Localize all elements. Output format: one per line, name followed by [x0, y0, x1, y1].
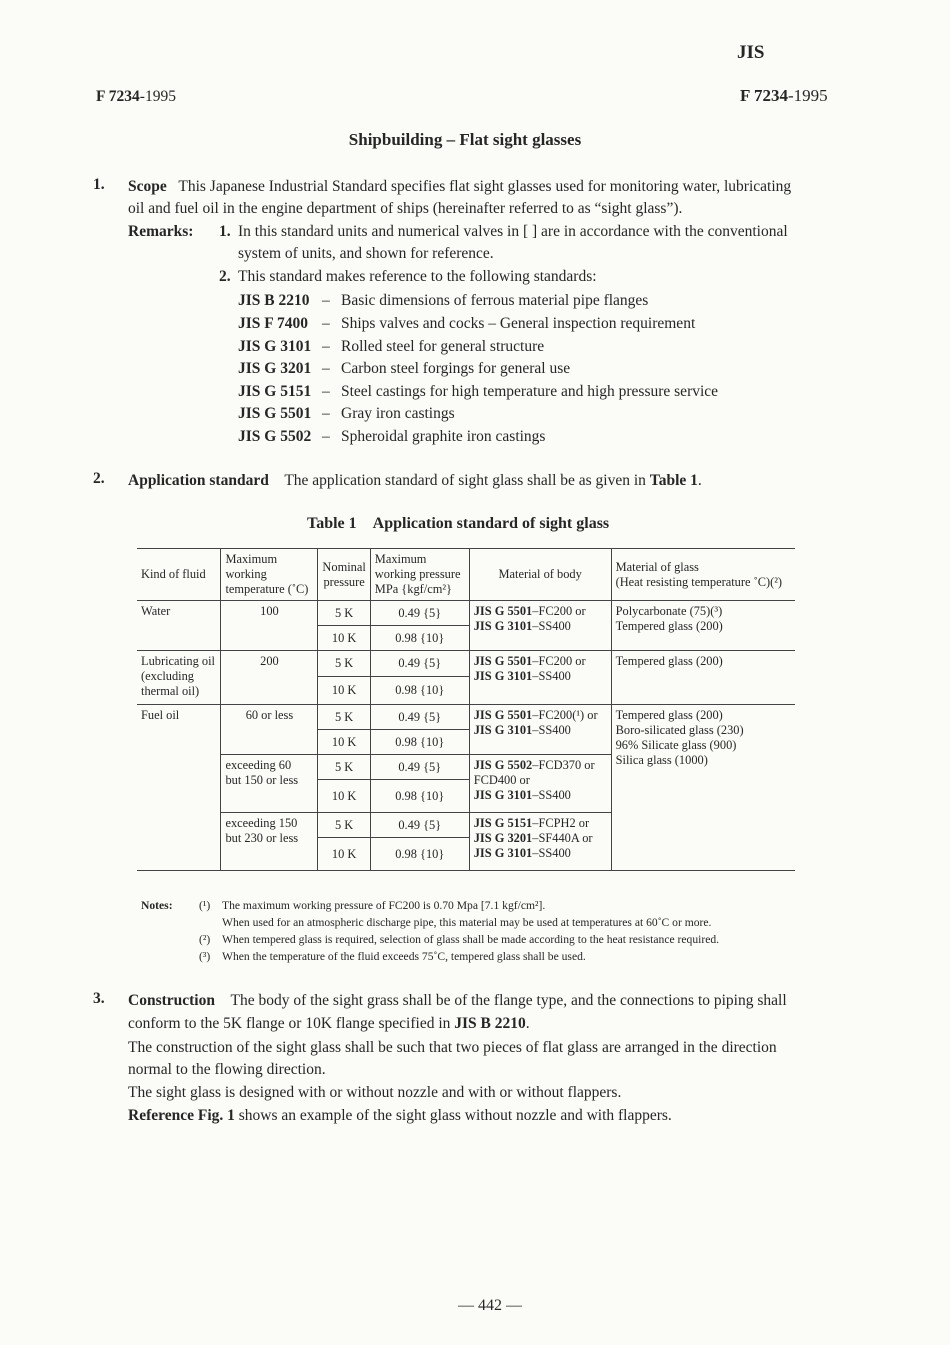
- remark2-number: 2.: [219, 268, 231, 285]
- cell-temp: [221, 813, 318, 871]
- body-grade: –SS400: [532, 723, 571, 737]
- glass-line: 96% Silicate glass (900): [615, 738, 737, 752]
- table-header-row: [137, 549, 795, 601]
- header-max-temp: [221, 549, 318, 601]
- body-grade: –FC200 or: [532, 604, 586, 618]
- section3-line4: normal to the flowing direction.: [128, 1061, 326, 1078]
- cell-fluid-lubricating-oil: [137, 651, 221, 705]
- header-nominal-pressure: [318, 549, 370, 601]
- cell-pressure: 0.98 {10}: [370, 730, 469, 755]
- section2-body: The application standard of sight glass shall be as given in: [284, 472, 646, 489]
- cell-nominal: 5 K: [318, 651, 370, 677]
- remarks-label: Remarks:: [128, 223, 194, 240]
- temp-line: exceeding 150: [225, 816, 298, 830]
- note1-line1: The maximum working pressure of FC200 is 0.70 Mpa [7.1 kgf/cm²].: [222, 899, 546, 912]
- section2-table-ref: Table 1: [649, 472, 698, 489]
- cell-body-material: [469, 705, 611, 755]
- header-left-year: -1995: [139, 88, 176, 105]
- remark1-line1: In this standard units and numerical valves in [ ] are in accordance with the conventional: [238, 223, 788, 240]
- table-row: [137, 705, 795, 730]
- header-glass-line: (Heat resisting temperature ˚C)(²): [615, 574, 783, 589]
- standard-code: JIS G 5501: [238, 405, 312, 422]
- body-code: JIS G 3201: [473, 831, 533, 845]
- temp-line: exceeding 60: [225, 758, 292, 772]
- glass-line: Polycarbonate (75)(³): [615, 604, 723, 618]
- section3-text6: shows an example of the sight glass without nozzle and with flappers.: [238, 1107, 672, 1124]
- section3-line2: [128, 1013, 530, 1036]
- fluid-line: thermal oil): [141, 684, 200, 698]
- application-standard-table: [137, 548, 795, 871]
- body-code: JIS G 3101: [473, 846, 533, 860]
- cell-pressure: 0.49 {5}: [370, 755, 469, 780]
- remark1-line2: system of units, and shown for reference.: [238, 245, 494, 262]
- section3-figure-ref: Reference Fig. 1: [128, 1107, 235, 1124]
- body-grade: –SS400: [532, 788, 571, 802]
- standard-ref-row: JIS F 7400 – Ships valves and cocks – General inspection requirement: [238, 315, 696, 332]
- standard-code: JIS F 7400: [238, 315, 309, 332]
- header-max-working-pressure: [370, 549, 469, 601]
- body-code: JIS G 5501: [473, 604, 533, 618]
- glass-line: Tempered glass (200): [615, 708, 723, 722]
- body-code: JIS G 5501: [473, 654, 533, 668]
- standard-code: JIS G 5151: [238, 383, 312, 400]
- cell-nominal: 10 K: [318, 626, 370, 651]
- body-code: JIS G 3101: [473, 723, 533, 737]
- cell-pressure: 0.98 {10}: [370, 626, 469, 651]
- standard-code: JIS G 5502: [238, 428, 312, 445]
- body-grade: –SS400: [532, 669, 571, 683]
- section3-number: 3.: [93, 990, 105, 1007]
- cell-pressure: 0.98 {10}: [370, 677, 469, 705]
- section3-line5: The sight glass is designed with or without nozzle and with or without flappers.: [128, 1084, 622, 1101]
- notes-label: Notes:: [141, 899, 173, 912]
- header-left-code: [96, 88, 176, 106]
- cell-fluid-fuel-oil: Fuel oil: [137, 705, 221, 871]
- section3-line1: [128, 990, 840, 1013]
- cell-nominal: 5 K: [318, 813, 370, 838]
- section1-scope-line2: oil and fuel oil in the engine department of ships (hereinafter referred to as “sight glass”).: [128, 200, 683, 217]
- cell-temp: 60 or less: [221, 705, 318, 755]
- temp-line: but 150 or less: [225, 773, 299, 787]
- body-grade: FCD400 or: [473, 773, 530, 787]
- table-title: [307, 515, 609, 533]
- standard-desc: Steel castings for high temperature and high pressure service: [341, 383, 719, 400]
- glass-line: Boro-silicated glass (230): [615, 723, 744, 737]
- cell-pressure: 0.49 {5}: [370, 651, 469, 677]
- remark1-number: 1.: [219, 223, 231, 240]
- note3-mark: (³): [199, 950, 211, 963]
- section2-heading: Application standard: [128, 472, 269, 489]
- header-jis: JIS: [737, 42, 765, 63]
- cell-nominal: 5 K: [318, 755, 370, 780]
- header-material-of-body: Material of body: [469, 549, 611, 601]
- section1-scope-line1: [128, 176, 840, 199]
- standard-ref-row: JIS G 3201 – Carbon steel forgings for general use: [238, 360, 571, 377]
- body-code: JIS G 3101: [473, 619, 533, 633]
- header-material-of-glass: [611, 549, 795, 601]
- body-code: JIS G 3101: [473, 669, 533, 683]
- cell-temp: 100: [221, 601, 318, 651]
- standard-desc: Spheroidal graphite iron castings: [341, 428, 546, 445]
- body-grade: –FCPH2 or: [532, 816, 590, 830]
- cell-body-material: [469, 651, 611, 705]
- standard-code: JIS G 3101: [238, 338, 312, 355]
- body-grade: –SS400: [532, 846, 571, 860]
- standard-desc: Gray iron castings: [341, 405, 455, 422]
- fluid-line: Lubricating oil: [141, 654, 215, 668]
- section1-heading: Scope: [128, 178, 167, 195]
- body-code: JIS G 3101: [473, 788, 533, 802]
- body-grade: –SF440A or: [532, 831, 593, 845]
- section3-period: .: [525, 1015, 530, 1032]
- section3-jis-ref: JIS B 2210: [454, 1015, 526, 1032]
- table-number: Table 1: [307, 515, 357, 532]
- cell-pressure: 0.98 {10}: [370, 780, 469, 813]
- standard-code: JIS B 2210: [238, 292, 310, 309]
- standard-code: JIS G 3201: [238, 360, 312, 377]
- body-grade: –FC200(¹) or: [532, 708, 598, 722]
- cell-pressure: 0.98 {10}: [370, 838, 469, 871]
- cell-glass-material: Tempered glass (200): [611, 651, 795, 705]
- section2-number: 2.: [93, 470, 105, 487]
- glass-line: Silica glass (1000): [615, 753, 708, 767]
- cell-body-material: [469, 601, 611, 651]
- cell-temp: 200: [221, 651, 318, 705]
- cell-glass-material: [611, 705, 795, 871]
- header-temp-line: Maximum: [225, 552, 278, 566]
- header-left-code-number: F 7234: [96, 88, 140, 105]
- table-title-text: Application standard of sight glass: [372, 515, 610, 532]
- table-row: [137, 601, 795, 626]
- body-code: JIS G 5151: [473, 816, 533, 830]
- cell-nominal: 10 K: [318, 677, 370, 705]
- standard-desc: Rolled steel for general structure: [341, 338, 545, 355]
- header-press-line: pressure: [323, 574, 365, 589]
- cell-nominal: 10 K: [318, 780, 370, 813]
- cell-nominal: 5 K: [318, 601, 370, 626]
- body-code: JIS G 5502: [473, 758, 533, 772]
- body-grade: –FC200 or: [532, 654, 586, 668]
- note1-mark: (¹): [199, 899, 211, 912]
- note2-mark: (²): [199, 933, 211, 946]
- section2-text: [128, 470, 702, 493]
- section2-period: .: [697, 472, 702, 489]
- cell-nominal: 10 K: [318, 838, 370, 871]
- page-title: Shipbuilding – Flat sight glasses: [348, 130, 582, 149]
- remark2-line1: This standard makes reference to the following standards:: [238, 268, 597, 285]
- section3-heading: Construction: [128, 992, 215, 1009]
- header-right-code-number: F 7234: [740, 86, 789, 105]
- header-kind-of-fluid: Kind of fluid: [137, 549, 221, 601]
- body-code: JIS G 5501: [473, 708, 533, 722]
- standard-ref-row: JIS G 5502 – Spheroidal graphite iron castings: [238, 428, 546, 445]
- header-press-line: Nominal: [322, 559, 366, 574]
- fluid-line: (excluding: [141, 669, 194, 683]
- note3-text: When the temperature of the fluid exceeds 75˚C, tempered glass shall be used.: [222, 950, 586, 963]
- section3-line6: [128, 1105, 672, 1128]
- header-temp-line: temperature (˚C): [225, 582, 309, 596]
- standard-desc: Basic dimensions of ferrous material pipe flanges: [341, 292, 649, 309]
- standard-ref-row: JIS G 5151 – Steel castings for high temperature and high pressure service: [238, 383, 719, 400]
- cell-nominal: 5 K: [318, 705, 370, 730]
- note2-text: When tempered glass is required, selection of glass shall be made according to the heat resistance required.: [222, 933, 720, 946]
- cell-pressure: 0.49 {5}: [370, 813, 469, 838]
- standard-desc: Ships valves and cocks – General inspection requirement: [341, 315, 696, 332]
- temp-line: but 230 or less: [225, 831, 299, 845]
- cell-body-material: [469, 813, 611, 871]
- cell-temp: [221, 755, 318, 813]
- header-right-year: -1995: [788, 86, 828, 105]
- section3-text2: conform to the 5K flange or 10K flange specified in: [128, 1015, 451, 1032]
- header-wp-line: MPa {kgf/cm²}: [374, 582, 453, 596]
- standard-desc: Carbon steel forgings for general use: [341, 360, 571, 377]
- section3-text1: The body of the sight grass shall be of the flange type, and the connections to piping shall: [230, 992, 787, 1009]
- cell-body-material: [469, 755, 611, 813]
- standard-ref-row: JIS G 5501 – Gray iron castings: [238, 405, 455, 422]
- standard-ref-row: JIS G 3101 – Rolled steel for general structure: [238, 338, 545, 355]
- standard-ref-row: JIS B 2210 – Basic dimensions of ferrous material pipe flanges: [238, 292, 649, 309]
- page-number: — 442 —: [458, 1297, 522, 1314]
- table-row: [137, 651, 795, 677]
- body-grade: –FCD370 or: [532, 758, 595, 772]
- cell-nominal: 10 K: [318, 730, 370, 755]
- cell-pressure: 0.49 {5}: [370, 601, 469, 626]
- section3-line3: The construction of the sight glass shall be such that two pieces of flat glass are arranged in the direction: [128, 1039, 777, 1056]
- cell-pressure: 0.49 {5}: [370, 705, 469, 730]
- header-temp-line: working: [225, 567, 267, 581]
- header-wp-line: working pressure: [374, 567, 461, 581]
- section1-number: 1.: [93, 176, 105, 193]
- header-wp-line: Maximum: [374, 552, 427, 566]
- cell-fluid-water: Water: [137, 601, 221, 651]
- note1-line2: When used for an atmospheric discharge pipe, this material may be used at temperatures at 60˚C or more.: [222, 916, 712, 929]
- glass-line: Tempered glass (200): [615, 619, 723, 633]
- header-right-code: [740, 86, 828, 106]
- cell-glass-material: [611, 601, 795, 651]
- body-grade: –SS400: [532, 619, 571, 633]
- header-glass-line: Material of glass: [615, 559, 699, 574]
- section1-text1: This Japanese Industrial Standard specifies flat sight glasses used for monitoring water, lubricating: [178, 178, 792, 195]
